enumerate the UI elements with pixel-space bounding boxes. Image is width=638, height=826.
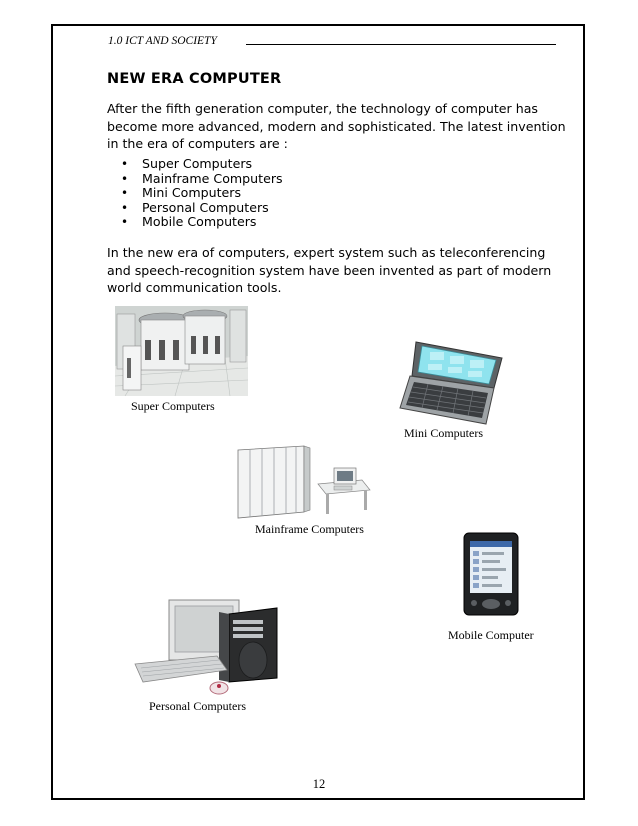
mini-computer-image	[398, 340, 504, 426]
list-item: • Mobile Computers	[107, 215, 283, 230]
closing-paragraph: In the new era of computers, expert system such as teleconferencing and speech-recognition system have been invented as part of modern world communication tools.	[107, 245, 552, 295]
computer-type-list	[107, 157, 283, 230]
intro-paragraph: After the fifth generation computer, the technology of computer has become more advanced, modern and sophisticated. The latest invention in the era of computers are :	[107, 101, 566, 151]
page-number: 12	[312, 777, 326, 791]
super-computer-image	[115, 306, 248, 396]
header-rule	[246, 44, 556, 45]
mobile-computer-image	[462, 531, 520, 617]
caption-personal: Personal Computers	[149, 699, 246, 713]
caption-mini: Mini Computers	[404, 426, 484, 440]
caption-mainframe: Mainframe Computers	[255, 522, 364, 536]
list-item: • Mainframe Computers	[107, 172, 283, 187]
list-item: • Mini Computers	[107, 186, 283, 201]
caption-mobile: Mobile Computer	[448, 628, 534, 642]
list-item: • Personal Computers	[107, 201, 283, 216]
page-title: NEW ERA COMPUTER	[107, 71, 282, 87]
running-header: 1.0 ICT AND SOCIETY	[108, 35, 217, 47]
caption-super: Super Computers	[131, 399, 215, 413]
personal-computer-image	[133, 598, 281, 698]
list-item: • Super Computers	[107, 157, 283, 172]
mainframe-computer-image	[234, 446, 372, 520]
